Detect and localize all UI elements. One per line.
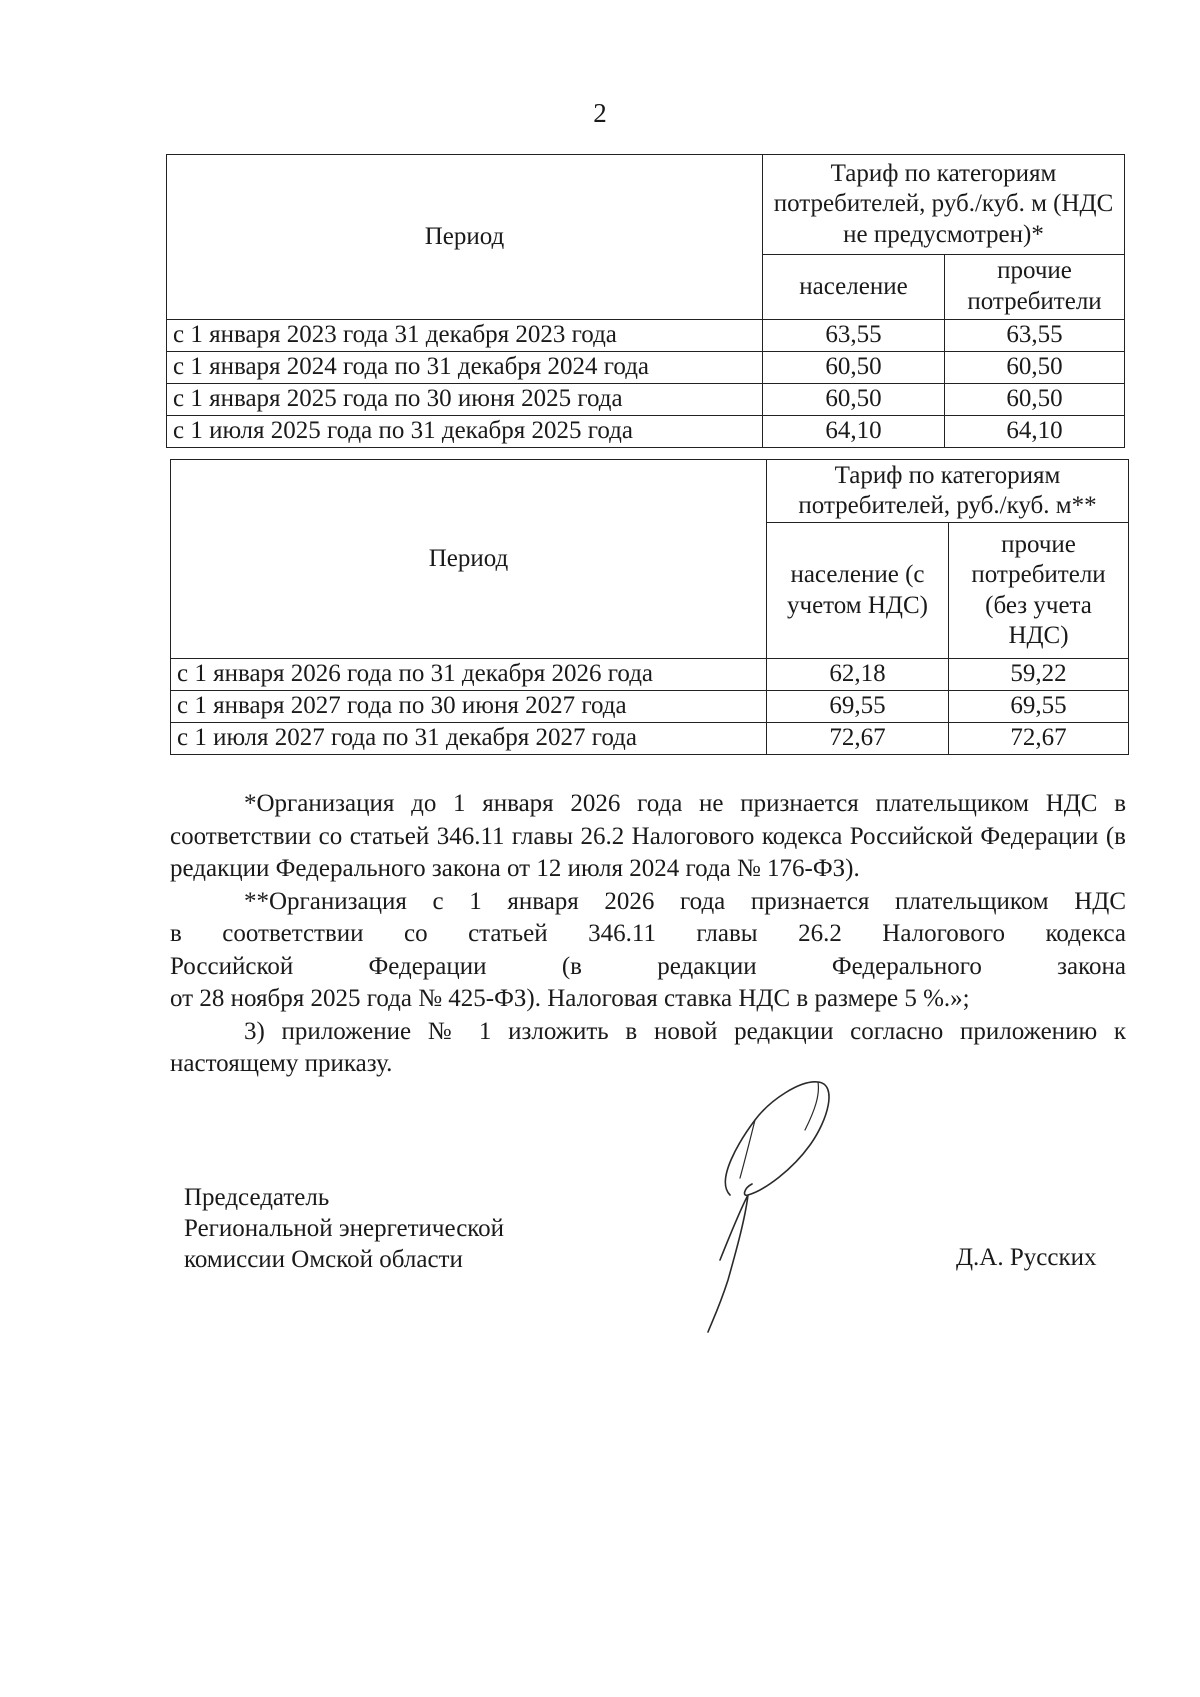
signatory-title [184,1182,504,1275]
table-row [171,659,1129,691]
period-cell: с 1 января 2027 года по 30 июня 2027 года [171,691,767,723]
value-population: 62,18 [767,659,949,691]
table-row [167,320,1125,352]
item-3: 3) приложение № 1 изложить в новой редакции согласно приложению к настоящему приказу. [170,1017,1126,1077]
footnotes [170,788,1126,1081]
table-row [171,723,1129,755]
footnote-2-line-1: **Организация с 1 января 2026 года признается плательщиком НДС [244,887,1126,915]
value-population: 60,50 [763,352,945,384]
footnote-2-line-4: от 28 ноября 2025 года № 425-ФЗ). Налоговая ставка НДС в размере 5 %.»; [170,985,970,1012]
period-cell: с 1 июля 2025 года по 31 декабря 2025 года [167,416,763,448]
header-tariff: Тариф по категориям потребителей, руб./куб. м (НДС не предусмотрен)* [763,155,1125,255]
header-tariff: Тариф по категориям потребителей, руб./куб. м** [767,460,1129,523]
signatory-name: Д.А. Русских [956,1244,1097,1271]
table-row [171,691,1129,723]
header-period: Период [171,460,767,659]
period-cell: с 1 января 2026 года по 31 декабря 2026 года [171,659,767,691]
header-other-consumers: прочие потребители [945,254,1125,319]
footnote-2-line-2: в соответствии со статьей 346.11 главы 26.2 Налогового кодекса [170,920,1126,947]
period-cell: с 1 июля 2027 года по 31 декабря 2027 года [171,723,767,755]
table-row [167,416,1125,448]
table-row [167,352,1125,384]
header-other-consumers-no-vat: прочие потребители (без учета НДС) [949,523,1129,659]
handwritten-signature [700,1060,860,1350]
period-cell: с 1 января 2025 года по 30 июня 2025 года [167,384,763,416]
signatory-title-line: комиссии Омской области [184,1246,463,1273]
value-other: 59,22 [949,659,1129,691]
tariff-table-2023-2025 [166,154,1125,448]
value-population: 64,10 [763,416,945,448]
value-other: 60,50 [945,384,1125,416]
value-population: 69,55 [767,691,949,723]
value-other: 72,67 [949,723,1129,755]
footnote-2-line-3: Российской Федерации (в редакции Федерального закона [170,952,1126,980]
value-other: 63,55 [945,320,1125,352]
value-other: 60,50 [945,352,1125,384]
period-cell: с 1 января 2023 года 31 декабря 2023 года [167,320,763,352]
value-other: 69,55 [949,691,1129,723]
value-population: 72,67 [767,723,949,755]
header-population-vat: население (с учетом НДС) [767,523,949,659]
page-number: 2 [593,98,607,128]
signatory-title-line: Региональной энергетической [184,1215,505,1242]
footnote-1: *Организация до 1 января 2026 года не признается плательщиком НДС в соответствии со статьей 346.11 главы 26.2 Налогового кодекса Российской Федерации (в редакции Федерального закона от 12 июля 2024 года № 176-ФЗ). [170,790,1126,882]
signatory-title-line: Председатель [184,1184,330,1211]
header-population: население [763,254,945,319]
table-row [167,384,1125,416]
value-population: 60,50 [763,384,945,416]
value-other: 64,10 [945,416,1125,448]
value-population: 63,55 [763,320,945,352]
period-cell: с 1 января 2024 года по 31 декабря 2024 года [167,352,763,384]
tariff-table-2026-2027 [170,459,1129,755]
header-period: Период [167,155,763,320]
